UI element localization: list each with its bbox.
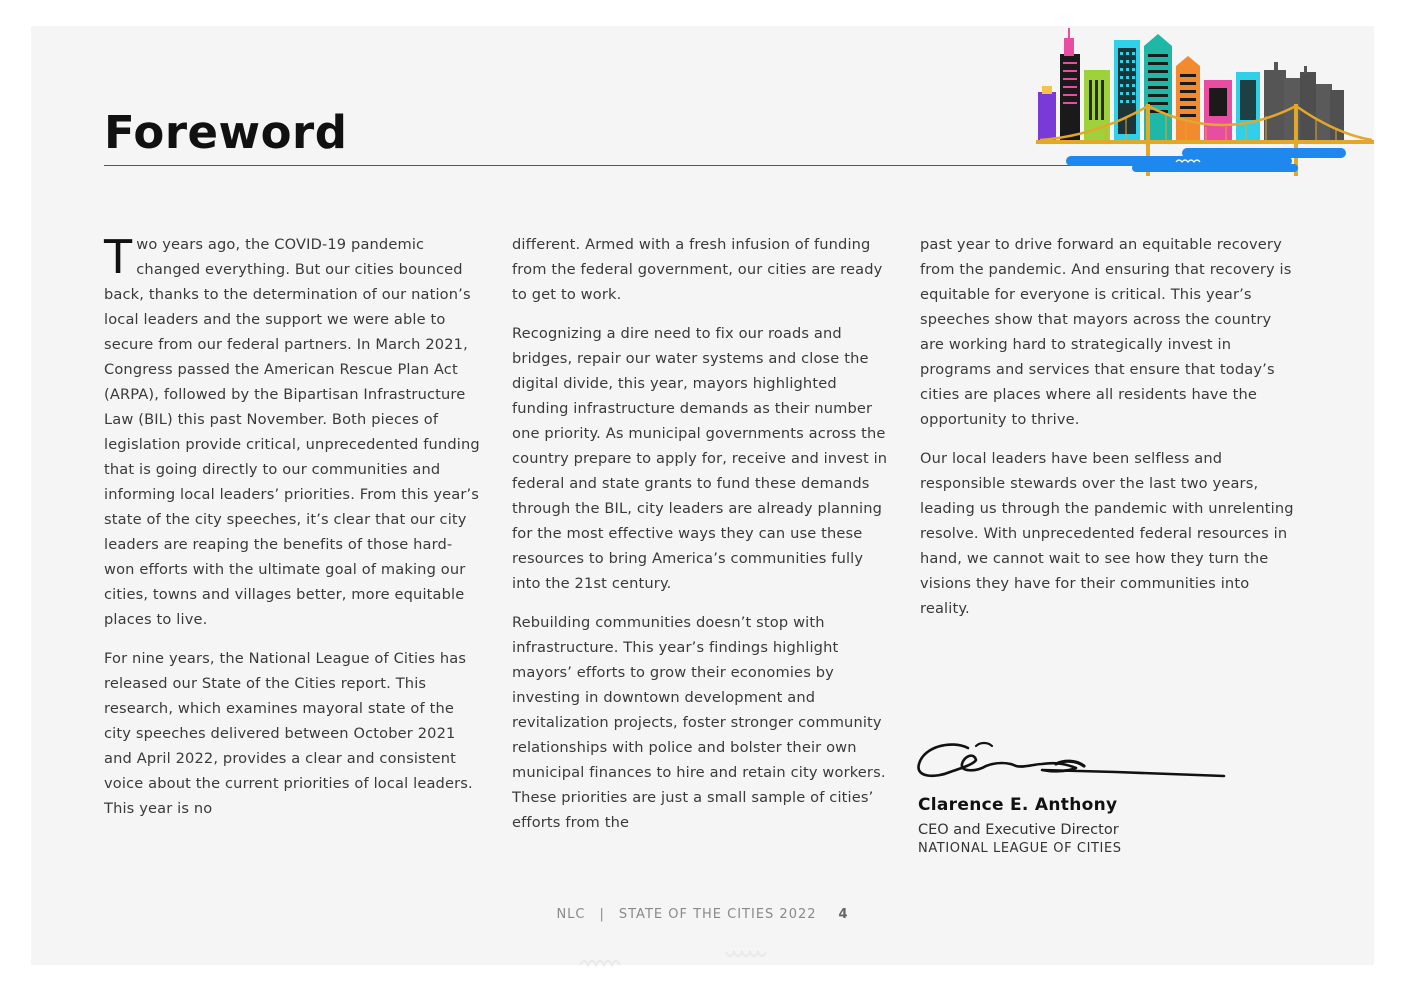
paragraph: Our local leaders have been selfless and responsible stewards over the last two years, leading us through the pandemic with unrelenting resolve. With unprecedented federal resources in hand, we cannot wait to see how they turn the visions they have for their communities into reality. <box>920 450 1294 617</box>
drop-cap: T <box>104 230 133 284</box>
title-rule <box>104 165 1074 166</box>
report-page <box>31 26 1374 965</box>
signatory-role: CEO and Executive Director <box>918 822 1119 838</box>
paragraph: For nine years, the National League of Cities has released our State of the Cities report. This research, which examines mayoral state of the city speeches delivered between October 2021 and April 2022, provides a clear and consistent voice about the current priorities of local leaders. This year is no <box>104 650 473 817</box>
paragraph <box>104 232 482 632</box>
signatory-name: Clarence E. Anthony <box>918 795 1118 815</box>
page-title: Foreword <box>104 106 348 159</box>
wave-mark-icon <box>724 948 772 960</box>
paragraph: Recognizing a dire need to fix our roads and bridges, repair our water systems and close the digital divide, this year, mayors highlighted funding infrastructure demands as their number one priority. As municipal governments across the country prepare to apply for, receive and invest in federal and state grants to fund these demands through the BIL, city leaders are already planning for the most effective ways they can use these resources to bring America’s communities fully into the 21st century. <box>512 325 888 592</box>
paragraph: different. Armed with a fresh infusion of funding from the federal government, our cities are ready to get to work. <box>512 236 883 303</box>
footer-report-title: STATE OF THE CITIES 2022 <box>618 907 817 922</box>
footer-org: NLC <box>556 907 586 922</box>
column-3 <box>920 232 1298 635</box>
signatory-organization: NATIONAL LEAGUE OF CITIES <box>918 841 1122 856</box>
paragraph: past year to drive forward an equitable recovery from the pandemic. And ensuring that recovery is equitable for everyone is critical. This year’s speeches show that mayors across the country are working hard to strategically invest in programs and services that ensure that today’s cities are places where all residents have the opportunity to thrive. <box>920 236 1292 428</box>
page-number: 4 <box>838 907 849 922</box>
column-2 <box>512 232 890 849</box>
handwritten-signature <box>916 738 1226 786</box>
city-skyline-illustration <box>1036 26 1374 186</box>
paragraph: Rebuilding communities doesn’t stop with infrastructure. This year’s findings highlight mayors’ efforts to grow their economies by investing in downtown development and revitalization projects, foster stronger community relationships with police and bolster their own municipal finances to hire and retain city workers. These priorities are just a small sample of cities’ efforts from the <box>512 614 886 831</box>
page-footer <box>31 907 1374 922</box>
wave-mark-icon <box>578 955 626 967</box>
column-1 <box>104 232 482 835</box>
footer-separator: | <box>599 907 605 922</box>
paragraph-text: wo years ago, the COVID-19 pandemic changed everything. But our cities bounced back, thanks to the determination of our nation’s local leaders and the support we were able to secure from our federal partners. In March 2021, Congress passed the American Rescue Plan Act (ARPA), followed by the Bipartisan Infrastructure Law (BIL) this past November. Both pieces of legislation provide critical, unprecedented funding that is going directly to our communities and informing local leaders’ priorities. From this year’s state of the city speeches, it’s clear that our city leaders are reaping the benefits of those hard-won efforts with the ultimate goal of making our cities, towns and villages better, more equitable places to live. <box>104 236 480 628</box>
